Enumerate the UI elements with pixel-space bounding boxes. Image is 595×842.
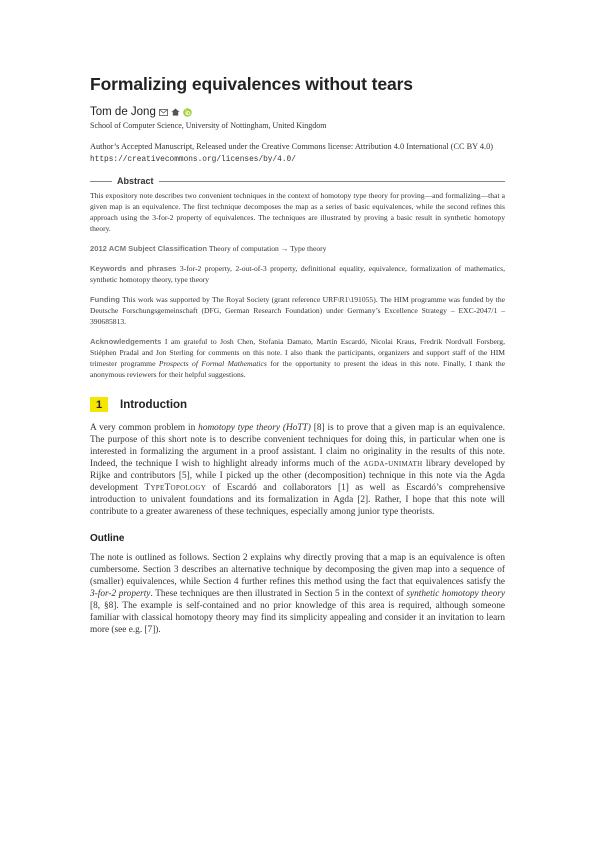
section-1-heading [90,397,505,412]
license-url[interactable]: https://creativecommons.org/licenses/by/4.0/ [90,155,296,164]
acm-text: Theory of computation → Type theory [208,244,327,253]
outline-text-c: [8, §8]. The example is self-contained and no prior knowledge of this area is required, although someone familiar with classical homotopy theory may find its simplicity appealing and consider it an invitation to learn more (see e.g. [7]). [90,601,505,635]
paper-page [90,74,505,636]
acknowledgements-emph: Prospects of Formal Mathematics [158,359,267,368]
home-icon[interactable] [171,108,180,117]
section-title: Introduction [120,398,188,411]
outline-heading: Outline [90,533,125,544]
outline-text-b: . These techniques are then illustrated in Section 5 in the context of [150,589,407,599]
funding-text: This work was supported by The Royal Society (grant reference URF\R1\191055). The HIM programme was funded by the Deutsche Forschungsgemeinschaft (DFG, German Research Foundation) under Germany’s Excellence Strategy – EXC-2047/1 – 390685813. [90,295,505,326]
section-number: 1 [90,397,108,412]
acknowledgements-label: Acknowledgements [90,337,162,346]
keywords [90,263,505,285]
intro-library-name: agda-unimath [363,459,423,469]
outline-emph-synthetic: synthetic homotopy theory [406,589,506,599]
keywords-text: 3-for-2 property, 2-out-of-3 property, definitional equality, equivalence, formalization of mathematics, synthetic homotopy theory, type theory [90,264,505,284]
outline-emph-3for2: 3-for-2 property [90,589,151,599]
abstract-rule-right [159,181,505,182]
license-note [90,141,505,166]
abstract-heading [90,176,505,186]
license-text: Author’s Accepted Manuscript, Released under the Creative Commons license: Attribution 4.0 International (CC BY 4.0) [90,142,494,151]
intro-text-d: of Escardó and collaborators [1] as well as Escardó’s comprehensive introduction to univalent foundations and its formalization in Agda [2]. Rather, I hope that this note will contribute to a greater awareness of these techniques, especially among junior type theorists. [90,483,505,517]
acm-classification [90,243,505,254]
funding [90,294,505,327]
abstract-text: This expository note describes two convenient techniques in the context of homotopy type theory for proving—and formalizing—that a given map is an equivalence. The first technique decomposes the map as a series of basic equivalences, while the second refines this approach using the 3-for-2 property of equivalences. The techniques are illustrated by proving a basic result in synthetic homotopy theory. [90,191,505,233]
abstract-rule-left [90,181,112,182]
keywords-label: Keywords and phrases [90,264,177,273]
outline-paragraph [90,552,505,636]
acknowledgements [90,336,505,380]
introduction-paragraph [90,422,505,518]
intro-emph-hott: homotopy type theory (HoTT) [198,423,311,433]
acknowledgements-text-2: for the opportunity to present the ideas in this note. Finally, I thank the anonymous reviewers for their helpful suggestions. [90,359,505,379]
intro-text-b: [8] is to prove that a given map is an equivalence. The purpose of this short note is to describe convenient techniques for doing this, in particular when one is interested in formalizing the argument in a proof assistant. I claim no originality in the results of this note. Indeed, the technique I wish to highlight already informs much of the [90,423,505,469]
abstract-title: Abstract [117,176,154,186]
acknowledgements-text-1: I am grateful to Josh Chen, Stefania Damato, Martín Escardó, Nicolai Kraus, Fredrik Nordvall Forsberg, Stiéphen Pradal and Jon Sterling for comments on this note. I also thank the participants, organizers and support staff of the HIM trimester programme [90,337,505,368]
author-line [90,106,505,118]
outline-text-a: The note is outlined as follows. Section 2 explains why directly proving that a map is an equivalence is often cumbersome. Section 3 describes an alternative technique by decomposing the given map into a sequence of (smaller) equivalences, while Section 4 further refines this method using the fact that equivalences satisfy the [90,553,505,587]
envelope-icon[interactable] [159,108,168,117]
author-name: Tom de Jong [90,106,156,118]
acm-label: 2012 ACM Subject Classification [90,244,208,253]
author-affiliation: School of Computer Science, University of Nottingham, United Kingdom [90,121,327,130]
intro-development-name: TypeTopology [144,483,207,493]
paper-title: Formalizing equivalences without tears [90,74,413,94]
funding-label: Funding [90,295,120,304]
intro-text-c: library developed by Rijke and contributors [5], while I picked up the other (decomposition) technique in this note via the Agda development [90,459,505,493]
intro-text-a: A very common problem in [90,423,199,433]
orcid-icon[interactable] [183,108,192,117]
